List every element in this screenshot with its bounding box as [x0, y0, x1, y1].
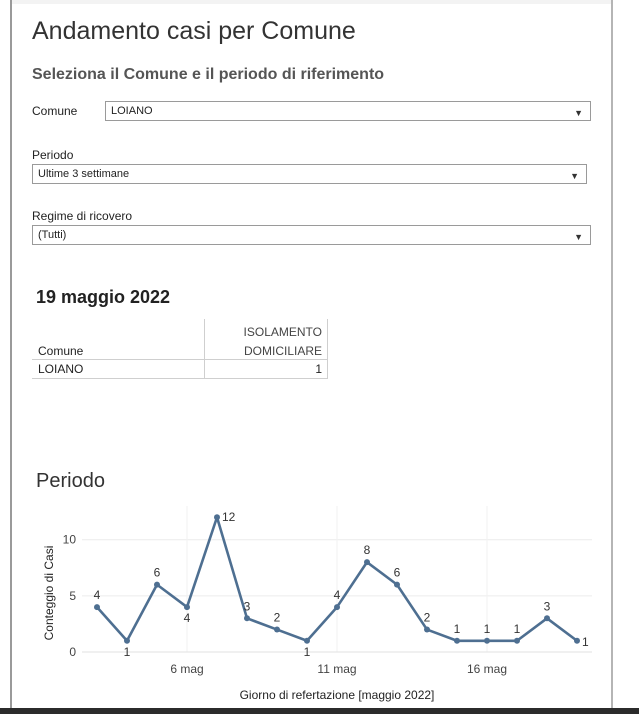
periodo-dropdown[interactable]	[32, 164, 587, 184]
table-divider	[32, 359, 328, 360]
data-point	[574, 638, 580, 644]
regime-dropdown-value: (Tutti)	[38, 229, 67, 241]
regime-dropdown[interactable]	[32, 225, 591, 245]
data-point	[124, 638, 130, 644]
chevron-down-icon: ▼	[574, 108, 583, 118]
data-label: 1	[513, 621, 521, 636]
table-cell-comune[interactable]: LOIANO	[38, 362, 84, 376]
data-point	[484, 638, 490, 644]
x-tick-label: 16 mag	[466, 662, 508, 676]
table-header-comune: Comune	[38, 344, 84, 358]
data-label: 3	[543, 599, 551, 614]
data-label: 1	[483, 621, 491, 636]
data-point	[274, 627, 280, 633]
data-label: 3	[243, 599, 251, 614]
table-divider	[327, 319, 328, 379]
periodo-filter-label: Periodo	[32, 148, 74, 162]
y-tick-label: 0	[69, 645, 76, 659]
frame-top-bar	[12, 0, 611, 4]
table-divider	[32, 378, 328, 379]
comune-dropdown[interactable]	[105, 101, 591, 121]
data-point	[154, 582, 160, 588]
x-axis-title: Giorno di refertazione [maggio 2022]	[239, 688, 435, 702]
data-point	[394, 582, 400, 588]
data-label: 2	[273, 610, 281, 625]
data-label: 1	[123, 644, 131, 659]
data-label: 4	[93, 588, 101, 603]
chevron-down-icon: ▼	[574, 232, 583, 242]
data-label: 6	[153, 565, 161, 580]
cases-line-chart	[30, 500, 600, 708]
data-label: 6	[393, 565, 401, 580]
frame-bottom-bar	[0, 708, 639, 714]
chevron-down-icon: ▼	[570, 171, 579, 181]
frame-right-border	[611, 0, 613, 714]
page-title: Andamento casi per Comune	[32, 17, 356, 45]
summary-table	[32, 319, 328, 379]
period-section-title: Periodo	[36, 470, 105, 492]
data-point	[304, 638, 310, 644]
data-point	[364, 559, 370, 565]
x-tick-label: 6 mag	[170, 662, 204, 676]
y-tick-label: 5	[69, 588, 76, 603]
y-axis-title: Conteggio di Casi	[42, 545, 56, 641]
data-point	[244, 615, 250, 621]
table-header-domiciliare: DOMICILIARE	[243, 344, 322, 358]
data-point	[424, 627, 430, 633]
data-point	[184, 604, 190, 610]
table-header-isolamento: ISOLAMENTO	[243, 325, 322, 339]
summary-date: 19 maggio 2022	[36, 287, 171, 307]
data-label: 4	[333, 588, 341, 603]
regime-filter-label: Regime di ricovero	[32, 209, 133, 223]
data-point	[214, 514, 220, 520]
page-subtitle: Seleziona il Comune e il periodo di riferimento	[32, 66, 385, 83]
x-tick-label: 11 mag	[317, 662, 357, 676]
data-label: 8	[363, 543, 371, 558]
data-label: 2	[423, 610, 431, 625]
data-label: 4	[183, 611, 191, 626]
data-label: 1	[303, 644, 311, 659]
data-point	[544, 615, 550, 621]
periodo-dropdown-value: Ultime 3 settimane	[38, 168, 130, 180]
table-divider	[204, 319, 205, 379]
table-cell-value[interactable]: 1	[315, 362, 322, 376]
data-point	[334, 604, 340, 610]
data-point	[94, 604, 100, 610]
data-label: 1	[582, 634, 589, 649]
data-label: 1	[453, 621, 461, 636]
comune-dropdown-value: LOIANO	[111, 105, 153, 117]
comune-filter-label: Comune	[32, 104, 78, 118]
frame-left-border	[10, 0, 12, 714]
data-point	[454, 638, 460, 644]
data-label: 12	[222, 510, 236, 525]
data-point	[514, 638, 520, 644]
y-tick-label: 10	[62, 532, 76, 547]
